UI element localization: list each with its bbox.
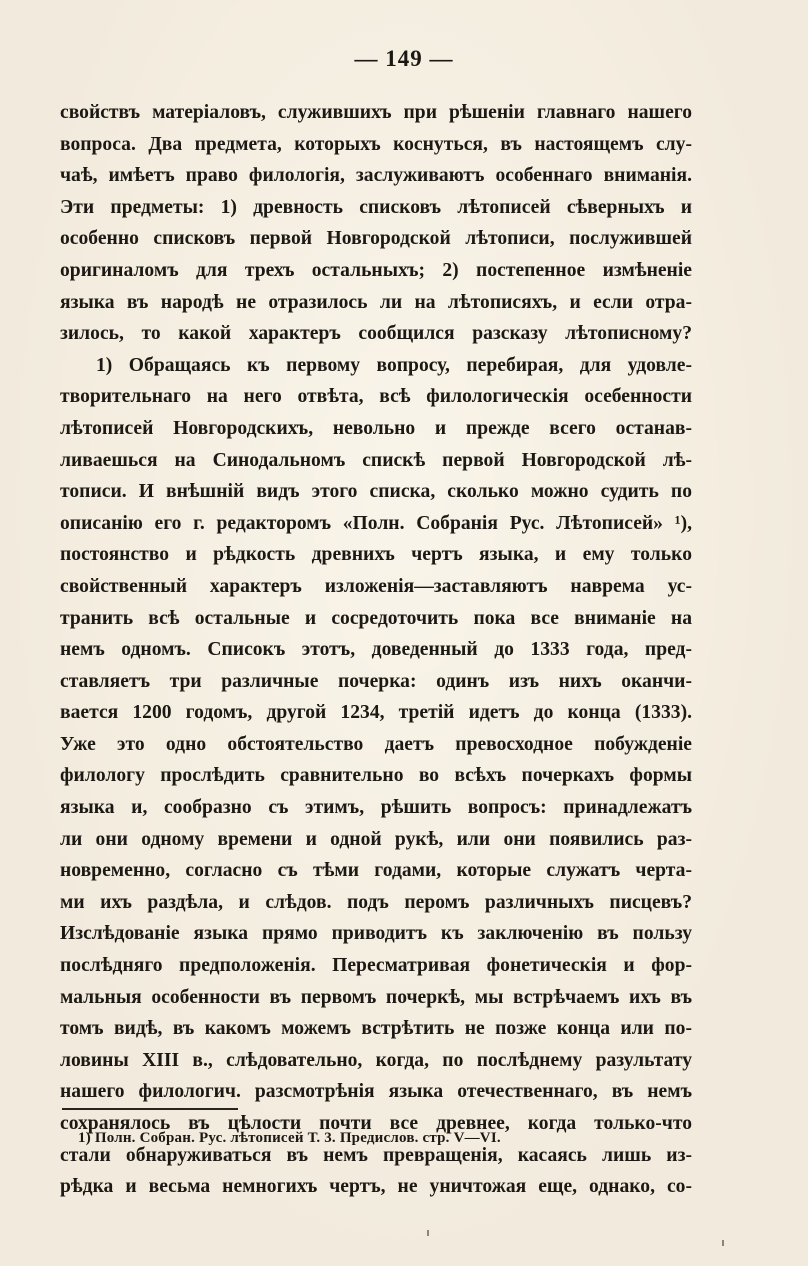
paper-speck (722, 1240, 724, 1246)
text-line: вопроса. Два предмета, которыхъ коснуться, въ настоящемъ слу- (60, 133, 692, 155)
text-line: ливаешься на Синодальномъ спискѣ первой Новгородской лѣ- (60, 449, 692, 471)
text-line: рѣдка и весьма немногихъ чертъ, не уничтожая еще, однако, со- (60, 1176, 692, 1198)
text-line: Уже это одно обстоятельство даетъ превосходное побужденіе (60, 733, 692, 755)
text-line: нашего филологич. разсмотрѣнія языка отечественнаго, въ немъ (60, 1081, 692, 1103)
text-line: оригиналомъ для трехъ остальныхъ; 2) постепенное измѣненіе (60, 259, 692, 281)
text-line: послѣдняго предположенія. Пересматривая фонетическія и фор- (60, 955, 692, 977)
text-line: описанію его г. редакторомъ «Полн. Собранія Рус. Лѣтописей» ¹), (60, 512, 692, 534)
footnote-divider (62, 1108, 238, 1110)
text-line: тописи. И внѣшній видъ этого списка, сколько можно судить по (60, 481, 692, 503)
text-line: 1) Обращаясь къ первому вопросу, перебирая, для удовле- (96, 354, 692, 376)
footnote: 1) Полн. Собран. Рус. лѣтописей Т. 3. Предислов. стр. V—VI. (78, 1130, 501, 1146)
text-line: постоянство и рѣдкость древнихъ чертъ языка, и ему только (60, 544, 692, 566)
text-line: творительнаго на него отвѣта, всѣ филологическія осебенности (60, 386, 692, 408)
text-line: сохранялось въ цѣлости почти все древнее, когда только-что (60, 1113, 692, 1134)
text-line: зилось, то какой характеръ сообщился разсказу лѣтописному? (60, 323, 692, 345)
text-line: томъ видѣ, въ какомъ можемъ встрѣтить не позже конца или по- (60, 1018, 692, 1040)
text-line: ловины XIII в., слѣдовательно, когда, по послѣднему разультату (60, 1049, 692, 1071)
text-line: транить всѣ остальные и сосредоточить пока все вниманіе на (60, 607, 692, 629)
text-line: филологу прослѣдить сравнительно во всѣхъ почеркахъ формы (60, 765, 692, 787)
text-line: Изслѣдованіе языка прямо приводитъ къ заключенію въ пользу (60, 923, 692, 945)
text-line: мальныя особенности въ первомъ почеркѣ, мы встрѣчаемъ ихъ въ (60, 986, 692, 1008)
text-line: ставляетъ три различные почерка: одинъ изъ нихъ оканчи- (60, 670, 692, 692)
text-line: языка и, сообразно съ этимъ, рѣшить вопросъ: принадлежатъ (60, 797, 692, 819)
text-line: новременно, согласно съ тѣми годами, которые служатъ черта- (60, 860, 692, 882)
text-line: Эти предметы: 1) древность списковъ лѣтописей сѣверныхъ и (60, 196, 692, 218)
text-line: языка въ народѣ не отразилось ли на лѣтописяхъ, и если отра- (60, 291, 692, 313)
paper-speck (427, 1230, 429, 1236)
page-number: — 149 — (354, 46, 454, 71)
text-line: стали обнаруживаться въ немъ превращенія, касаясь лишь из- (60, 1144, 692, 1166)
text-line: свойствъ матеріаловъ, служившихъ при рѣшеніи главнаго нашего (60, 102, 692, 123)
text-line: вается 1200 годомъ, другой 1234, третій идетъ до конца (1333). (60, 702, 692, 724)
text-line: ми ихъ раздѣла, и слѣдов. подъ перомъ различныхъ писцевъ? (60, 891, 692, 913)
text-line: свойственный характеръ изложенія—заставляютъ наврема ус- (60, 575, 692, 597)
text-line: лѣтописей Новгородскихъ, невольно и прежде всего останав- (60, 417, 692, 439)
text-line: чаѣ, имѣетъ право филологія, заслуживаютъ особеннаго вниманія. (60, 165, 692, 187)
body-text (60, 97, 692, 1203)
text-line: ли они одному времени и одной рукѣ, или они появились раз- (60, 828, 692, 850)
text-line: особенно списковъ первой Новгородской лѣтописи, послужившей (60, 228, 692, 250)
text-line: немъ одномъ. Списокъ этотъ, доведенный до 1333 года, пред- (60, 639, 692, 661)
